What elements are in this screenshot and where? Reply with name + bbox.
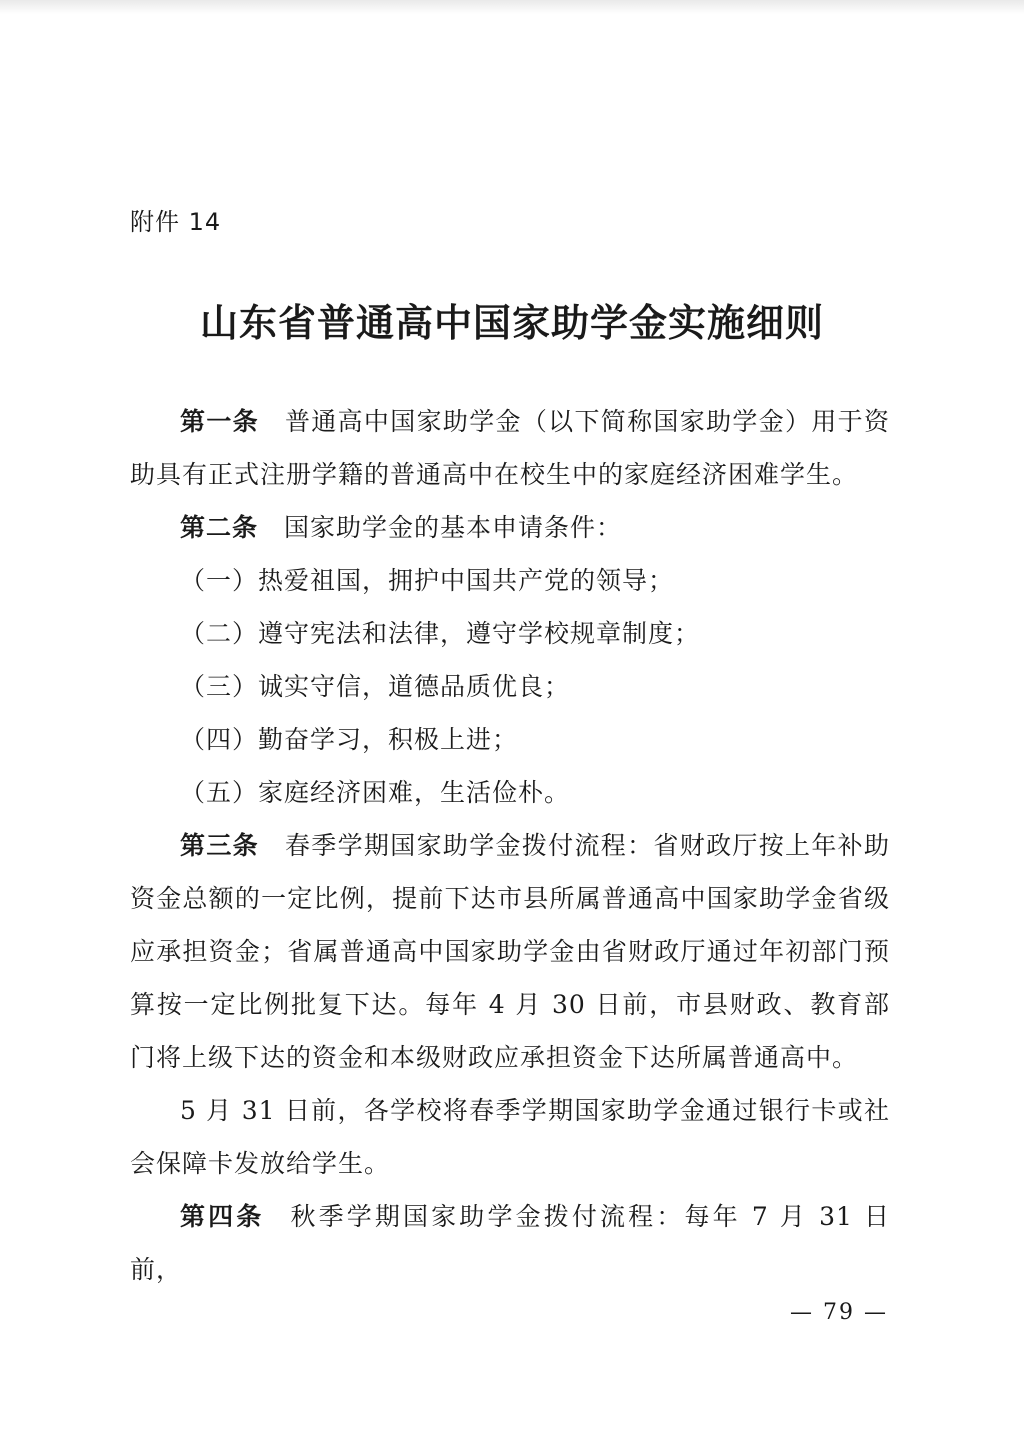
document-title: 山东省普通高中国家助学金实施细则 (199, 301, 824, 345)
page-number: — 79 — (790, 1300, 888, 1325)
article-4 (130, 1190, 890, 1296)
condition-item: （五）家庭经济困难，生活俭朴。 (180, 778, 571, 807)
scan-edge (0, 0, 1024, 14)
article-3-paragraph-2: 5 月 31 日前，各学校将春季学期国家助学金通过银行卡或社会保障卡发放给学生。 (130, 1096, 890, 1178)
article-4-label: 第四条 (180, 1202, 265, 1231)
article-2-text: 国家助学金的基本申请条件： (284, 513, 623, 542)
article-3 (130, 819, 890, 1084)
article-1-label: 第一条 (180, 407, 259, 436)
condition-item: （二）遵守宪法和法律，遵守学校规章制度； (180, 619, 701, 648)
article-1 (130, 395, 890, 501)
article-2-label: 第二条 (180, 513, 259, 542)
condition-item: （四）勤奋学习，积极上进； (180, 725, 519, 754)
article-2 (130, 501, 890, 554)
condition-item: （一）热爱祖国，拥护中国共产党的领导； (180, 566, 675, 595)
attachment-label: 附件 14 (130, 208, 222, 236)
article-1-text: 普通高中国家助学金（以下简称国家助学金）用于资助具有正式注册学籍的普通高中在校生中的家庭经济困难学生。 (130, 407, 890, 489)
condition-item: （三）诚实守信，道德品质优良； (180, 672, 571, 701)
article-3-label: 第三条 (180, 831, 259, 860)
document-body (130, 395, 890, 1296)
article-3-text: 春季学期国家助学金拨付流程：省财政厅按上年补助资金总额的一定比例，提前下达市县所属普通高中国家助学金省级应承担资金；省属普通高中国家助学金由省财政厅通过年初部门预算按一定比例批复下达。每年 4 月 30 日前，市县财政、教育部门将上级下达的资金和本级财政应承担资金下达所属普通高中。 (130, 831, 890, 1072)
article-4-text: 秋季学期国家助学金拨付流程：每年 7 月 31 日前， (130, 1202, 890, 1284)
